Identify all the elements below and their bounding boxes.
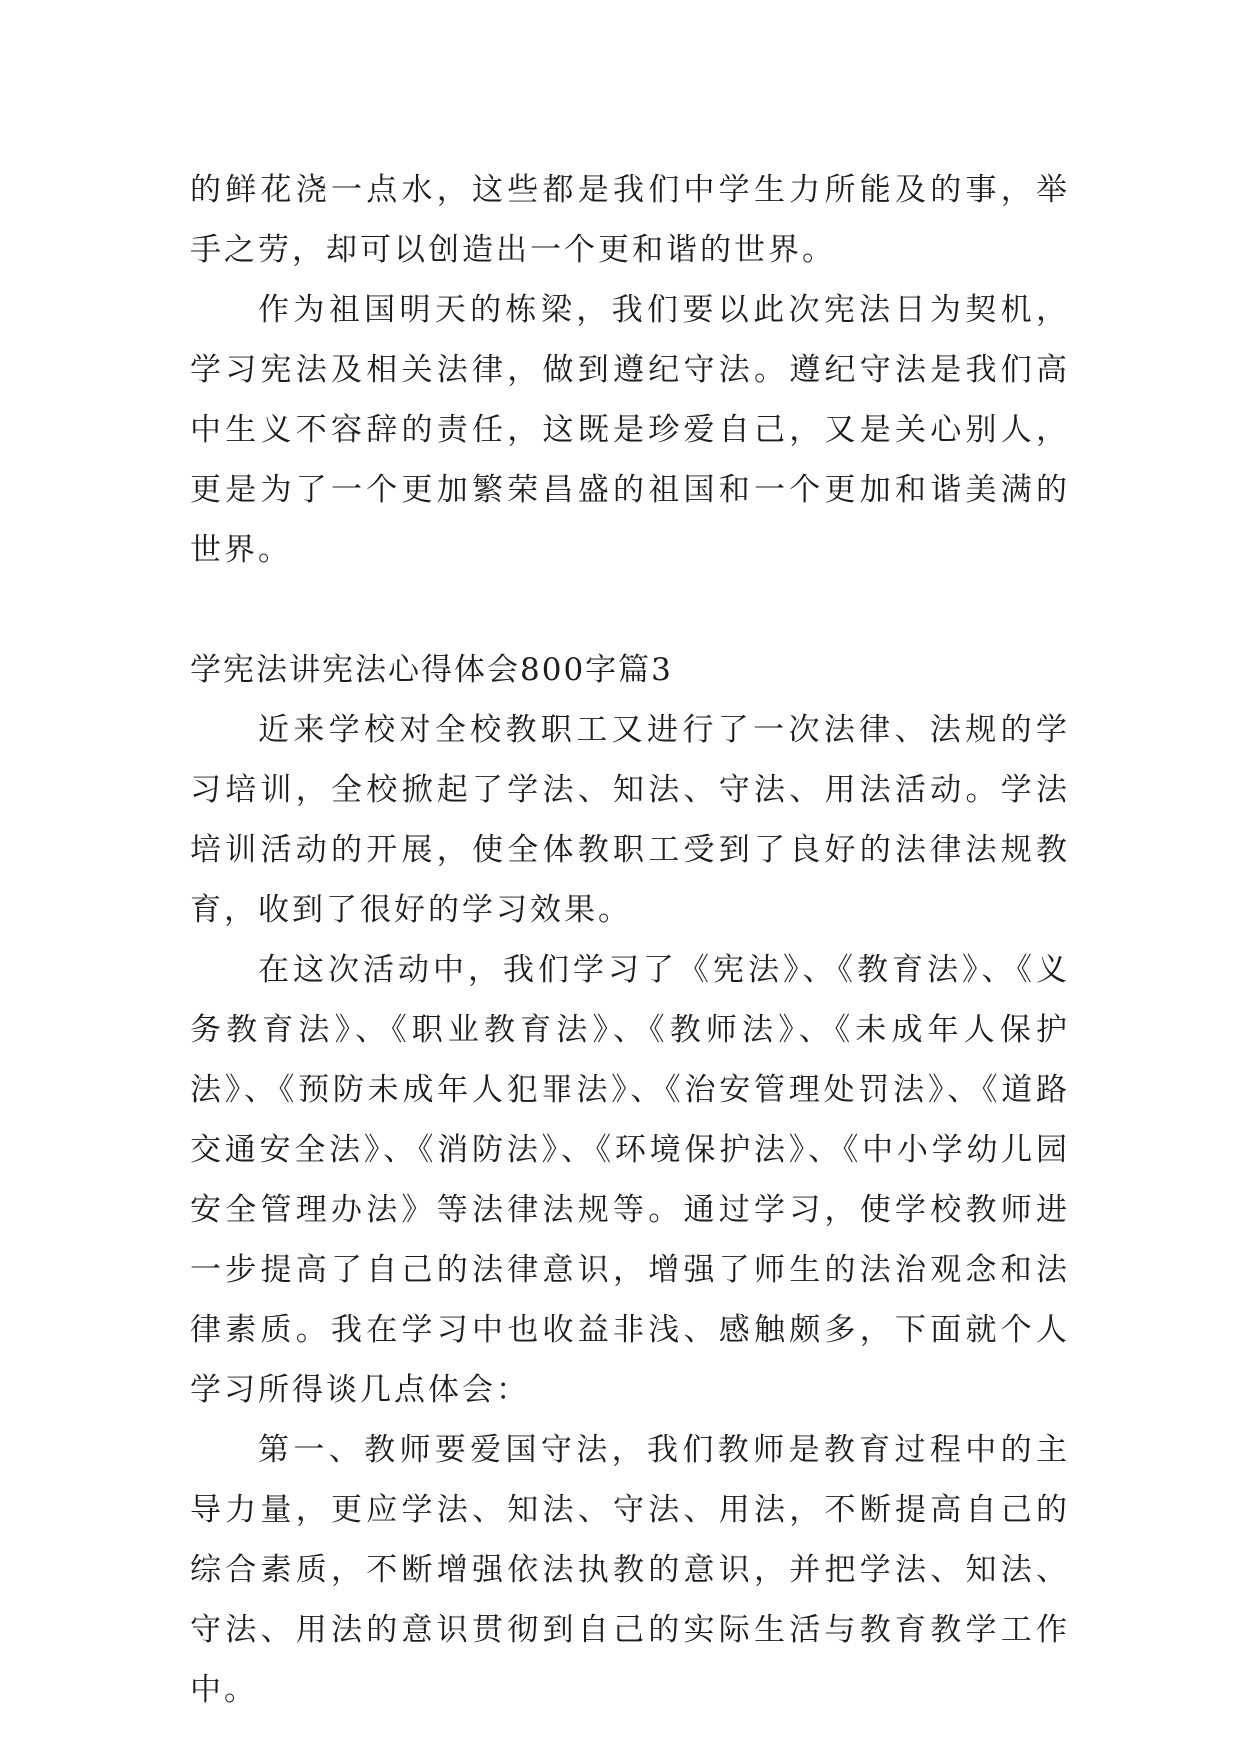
paragraph-continuation: 的鲜花浇一点水，这些都是我们中学生力所能及的事，举手之劳，却可以创造出一个更和谐的世界。 xyxy=(190,172,1070,268)
document-body xyxy=(190,160,1070,1720)
paragraph: 第一、教师要爱国守法，我们教师是教育过程中的主导力量，更应学法、知法、守法、用法，不断提高自己的综合素质，不断增强依法执教的意识，并把学法、知法、守法、用法的意识贯彻到自己的实际生活与教育教学工作中。 xyxy=(190,1432,1070,1708)
section-heading: 学宪法讲宪法心得体会800字篇3 xyxy=(190,652,673,688)
paragraph: 作为祖国明天的栋梁，我们要以此次宪法日为契机，学习宪法及相关法律，做到遵纪守法。遵纪守法是我们高中生义不容辞的责任，这既是珍爱自己，又是关心别人，更是为了一个更加繁荣昌盛的祖国和一个更加和谐美满的世界。 xyxy=(190,292,1070,568)
paragraph: 近来学校对全校教职工又进行了一次法律、法规的学习培训，全校掀起了学法、知法、守法、用法活动。学法培训活动的开展，使全体教职工受到了良好的法律法规教育，收到了很好的学习效果。 xyxy=(190,712,1070,928)
paragraph: 在这次活动中，我们学习了《宪法》、《教育法》、《义务教育法》、《职业教育法》、《教师法》、《未成年人保护法》、《预防未成年人犯罪法》、《治安管理处罚法》、《道路交通安全法》、《消防法》、《环境保护法》、《中小学幼儿园安全管理办法》等法律法规等。通过学习，使学校教师进一步提高了自己的法律意识，增强了师生的法治观念和法律素质。我在学习中也收益非浅、感触颇多，下面就个人学习所得谈几点体会： xyxy=(190,952,1070,1408)
